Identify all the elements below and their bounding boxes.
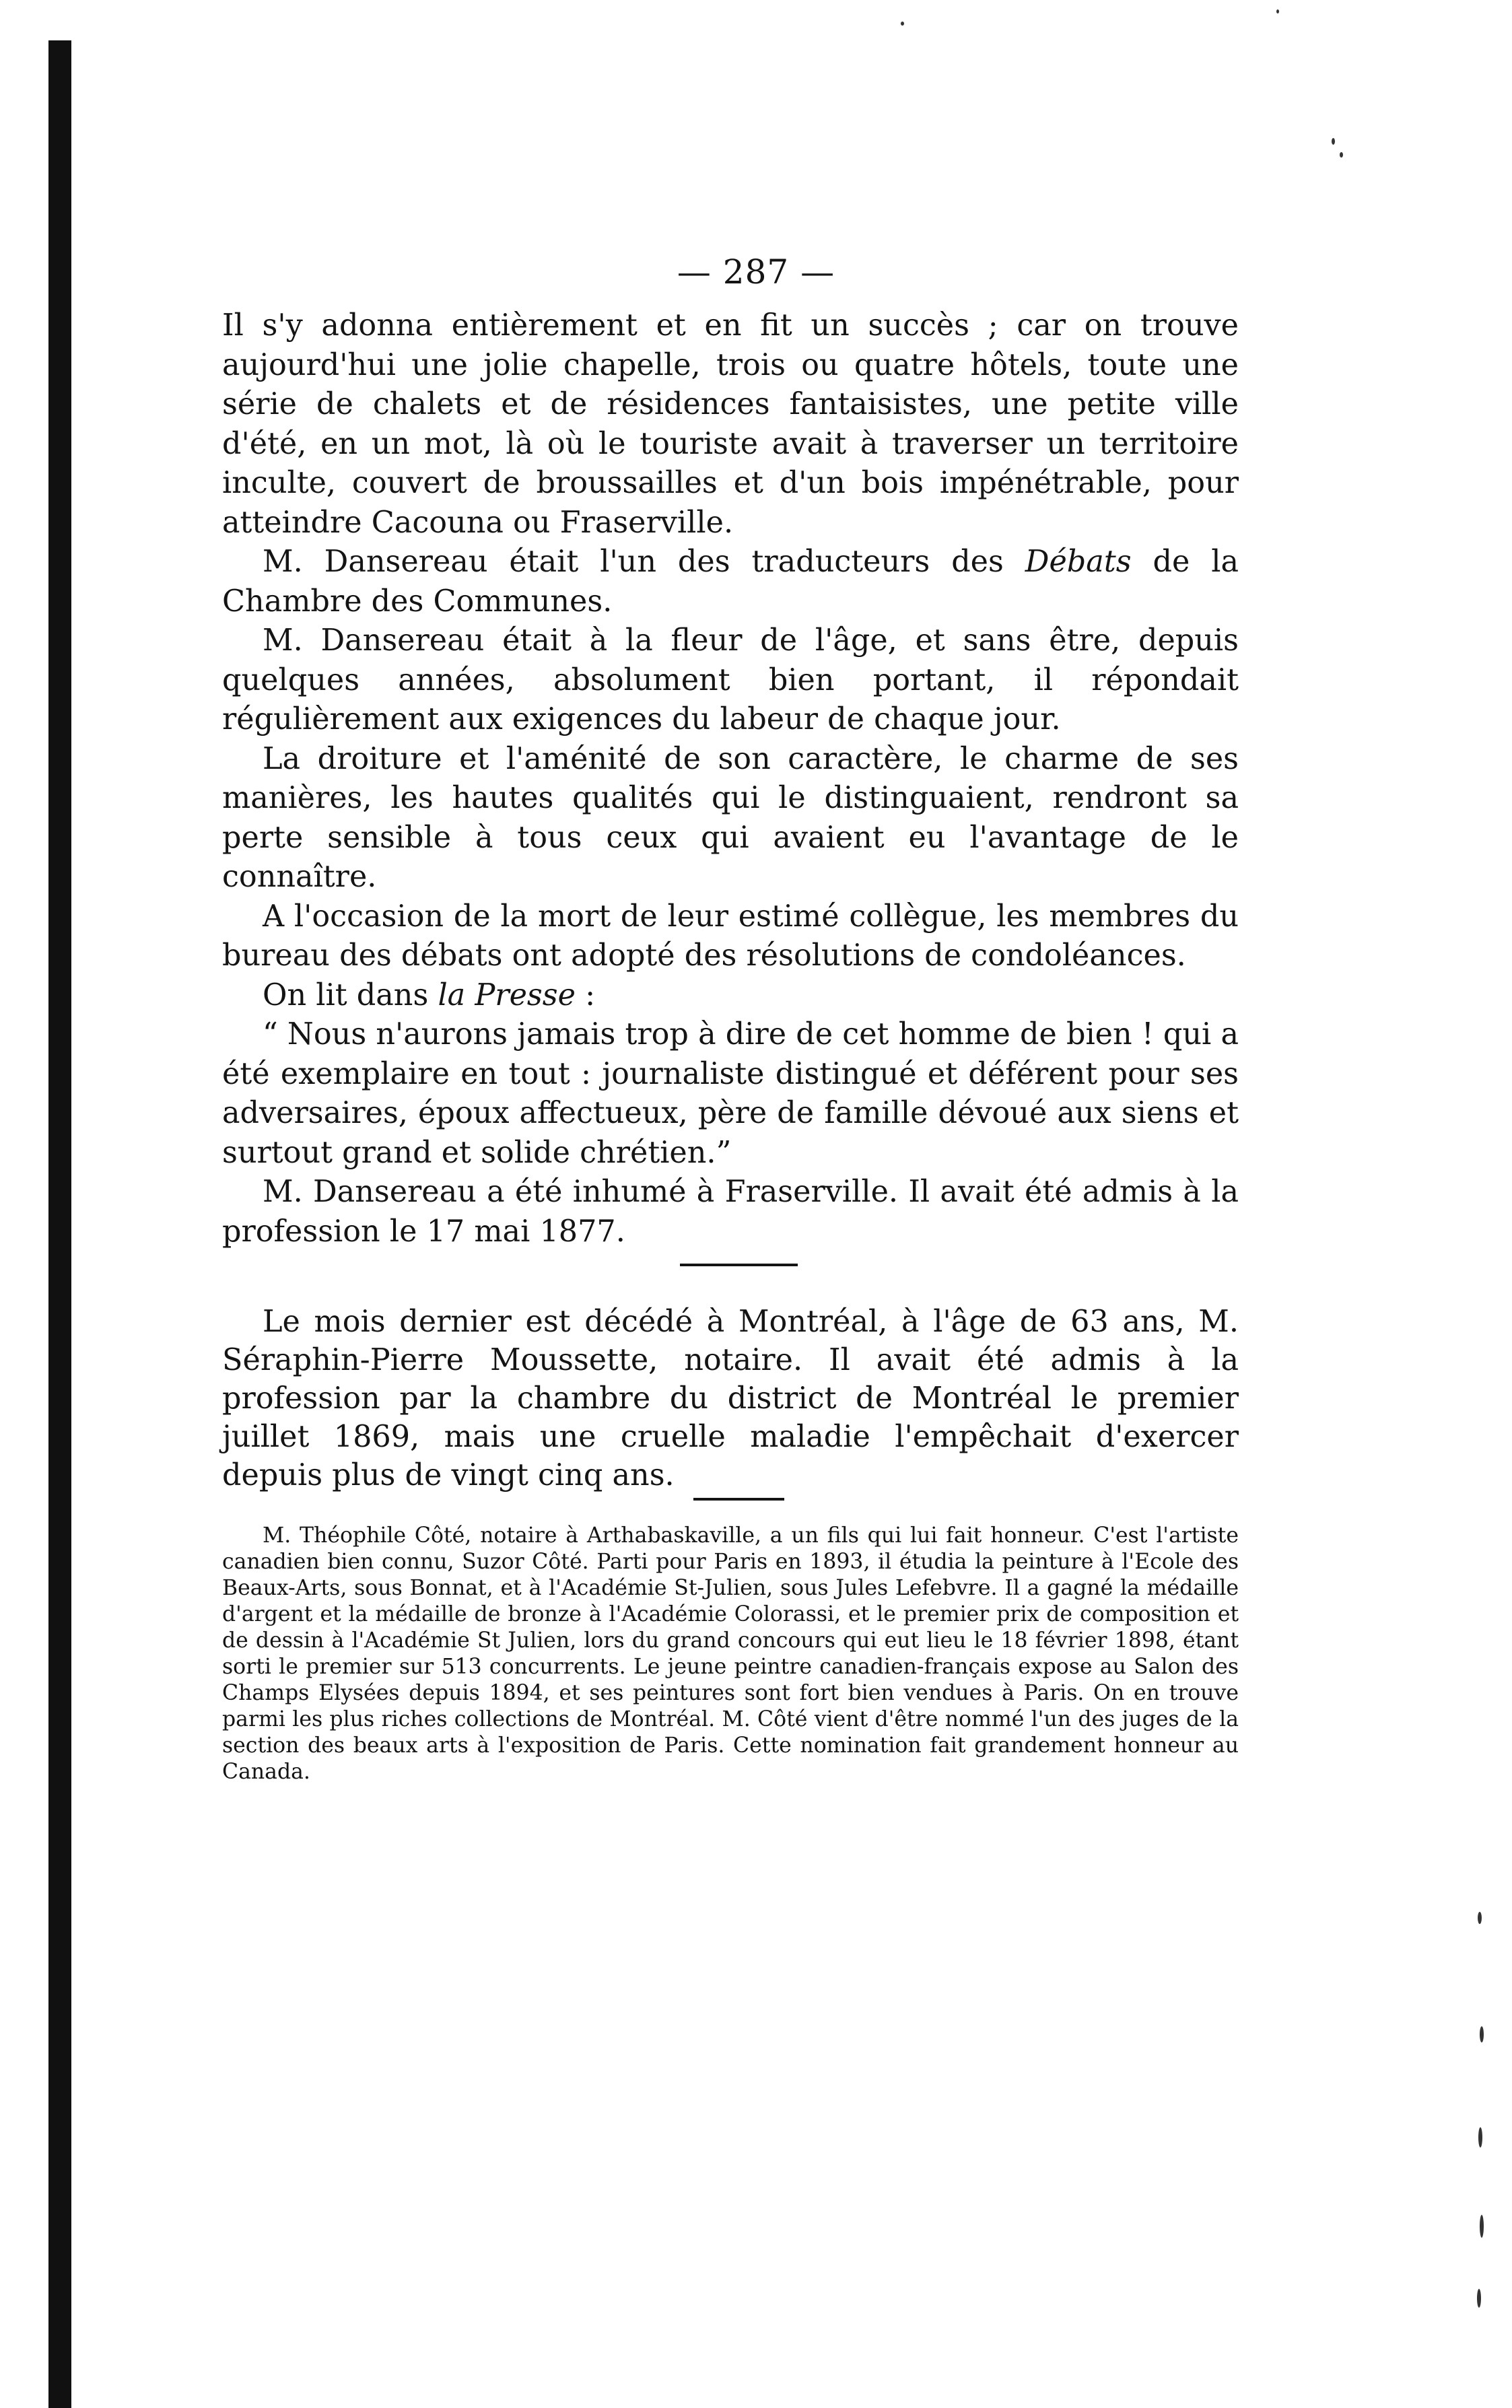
paragraph-condolences: A l'occasion de la mort de leur estimé collègue, les membres du bureau des débats ont adopté des résolutions de condoléances. [222,899,1239,973]
page-number: — 287 — [677,252,835,291]
scan-speck [1480,2215,1484,2238]
debats-emphasis: Débats [1025,545,1132,579]
paragraph-cacouna: Il s'y adonna entièrement et en fit un succès ; car on trouve aujourd'hui une jolie chapelle, trois ou quatre hôtels, toute une série de chalets et de résidences fantaisistes, une petite ville d'été, en un mot, là où le touriste avait à traverser un territoire inculte, couvert de broussailles et d'un bois impénétrable, pour atteindre Cacouna ou Fraserville. [222,308,1239,540]
scan-speck [901,22,904,26]
paragraph-translator [222,543,1239,621]
scan-speck [1477,2289,1481,2308]
main-text [222,306,1239,1251]
paragraph-health: M. Dansereau était à la fleur de l'âge, et sans être, depuis quelques années, absolument bien portant, il répondait régulièrement aux exigences du labeur de chaque jour. [222,623,1239,736]
scan-speck [1340,152,1343,158]
presse-intro-before: On lit dans [263,977,438,1012]
paragraph-presse-intro [222,976,1239,1016]
second-notice [222,1303,1239,1494]
scan-edge-shadow [48,40,71,2408]
paragraph-translator-after: de la Chambre des Communes. [222,545,1239,619]
presse-emphasis: la Presse [438,977,576,1012]
footnote-cote: M. Théophile Côté, notaire à Arthabaskaville, a un fils qui lui fait honneur. C'est l'artiste canadien bien connu, Suzor Côté. Parti pour Paris en 1893, il étudia la peinture à l'Ecole des Beaux-Arts, sous Bonnat, et à l'Académie St-Julien, sous Jules Lefebvre. Il a gagné la médaille d'argent et la médaille de bronze à l'Académie Colorassi, et le premier prix de composition et de dessin à l'Académie St Julien, lors du grand concours qui eut lieu le 18 février 1898, étant sorti le premier sur 513 concurrents. Le jeune peintre canadien-français expose au Salon des Champs Elysées depuis 1894, et ses peintures sont fort bien vendues à Paris. On en trouve parmi les plus riches collections de Montréal. M. Côté vient d'être nommé l'un des juges de la section des beaux arts à l'exposition de Paris. Cette nomination fait grandement honneur au Canada. [222,1523,1239,1784]
scan-speck [1478,2127,1482,2147]
section-divider [680,1264,798,1266]
scan-speck [1478,1912,1482,1924]
scan-speck [1480,2026,1484,2042]
paragraph-burial: M. Dansereau a été inhumé à Fraserville. Il avait été admis à la profession le 17 mai 1877. [222,1175,1239,1249]
footnote [222,1523,1239,1785]
presse-intro-after: : [575,977,596,1012]
paragraph-translator-before: M. Dansereau était l'un des traducteurs des [263,545,1025,579]
paragraph-moussette: Le mois dernier est décédé à Montréal, à l'âge de 63 ans, M. Séraphin-Pierre Moussette, notaire. Il avait été admis à la profession par la chambre du district de Montréal le premier juillet 1869, mais une cruelle maladie l'empêchait d'exercer depuis plus de vingt cinq ans. [222,1305,1239,1492]
scan-speck [1276,9,1279,13]
paragraph-character: La droiture et l'aménité de son caractère, le charme de ses manières, les hautes qualités qui le distinguaient, rendront sa perte sensible à tous ceux qui avaient eu l'avantage de le connaître. [222,741,1239,894]
footnote-divider [693,1498,784,1501]
paragraph-quote: “ Nous n'aurons jamais trop à dire de cet homme de bien ! qui a été exemplaire en tout : journaliste distingué et déférent pour ses adversaires, époux affectueux, père de famille dévoué aux siens et surtout grand et solide chrétien.” [222,1017,1239,1170]
scan-speck [1332,138,1335,145]
